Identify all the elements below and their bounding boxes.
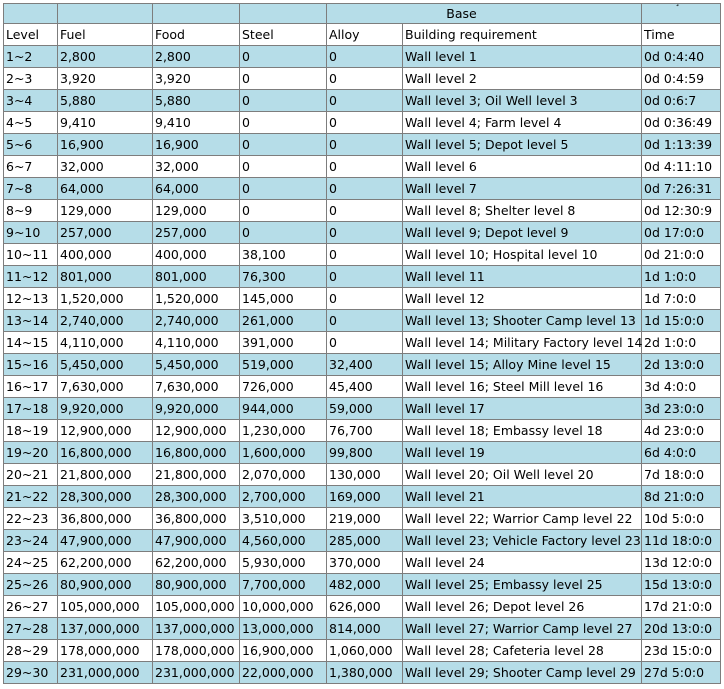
cell-food[interactable]: 801,000	[153, 266, 240, 288]
cell-steel[interactable]: 944,000	[240, 398, 327, 420]
table-title: Base	[446, 6, 477, 21]
cell-time[interactable]: 20d 13:0:0	[642, 618, 721, 640]
cell-steel[interactable]: 726,000	[240, 376, 327, 398]
table-row	[4, 552, 721, 574]
cell-steel[interactable]: 391,000	[240, 332, 327, 354]
cell-food[interactable]: 5,880	[153, 90, 240, 112]
cell-level[interactable]: 7~8	[4, 178, 58, 200]
cell-level[interactable]: 23~24	[4, 530, 58, 552]
cell-time[interactable]: 1d 1:0:0	[642, 266, 721, 288]
cell-level[interactable]: 8~9	[4, 200, 58, 222]
cell-time[interactable]: 2d 13:0:0	[642, 354, 721, 376]
cell-time[interactable]: 2d 1:0:0	[642, 332, 721, 354]
cell-time[interactable]: 0d 0:36:49	[642, 112, 721, 134]
cell-food[interactable]: 105,000,000	[153, 596, 240, 618]
cell-level[interactable]: 14~15	[4, 332, 58, 354]
cell-fuel[interactable]: 36,800,000	[58, 508, 153, 530]
table-row	[4, 266, 721, 288]
header-fuel[interactable]: Fuel	[58, 24, 153, 46]
title-blank-cell[interactable]	[58, 4, 153, 24]
cell-building-requirement[interactable]: Wall level 19	[403, 442, 642, 464]
cell-steel[interactable]: 0	[240, 90, 327, 112]
cell-fuel[interactable]: 801,000	[58, 266, 153, 288]
table-row	[4, 310, 721, 332]
cell-fuel[interactable]: 64,000	[58, 178, 153, 200]
cell-alloy[interactable]: 76,700	[327, 420, 403, 442]
cell-building-requirement[interactable]: Wall level 18; Embassy level 18	[403, 420, 642, 442]
header-building-requirement[interactable]: Building requirement	[403, 24, 642, 46]
table-row	[4, 464, 721, 486]
cell-level[interactable]: 5~6	[4, 134, 58, 156]
cell-food[interactable]: 12,900,000	[153, 420, 240, 442]
cell-food[interactable]: 28,300,000	[153, 486, 240, 508]
table-row	[4, 420, 721, 442]
table-row	[4, 156, 721, 178]
cell-alloy[interactable]: 0	[327, 68, 403, 90]
cell-alloy[interactable]: 1,060,000	[327, 640, 403, 662]
table-row	[4, 574, 721, 596]
cell-time[interactable]: 15d 13:0:0	[642, 574, 721, 596]
cell-time[interactable]: 0d 0:4:40	[642, 46, 721, 68]
cell-fuel[interactable]: 16,800,000	[58, 442, 153, 464]
cell-fuel[interactable]: 1,520,000	[58, 288, 153, 310]
cell-time[interactable]: 4d 23:0:0	[642, 420, 721, 442]
cell-building-requirement[interactable]: Wall level 10; Hospital level 10	[403, 244, 642, 266]
cell-fuel[interactable]: 21,800,000	[58, 464, 153, 486]
cell-fuel[interactable]: 2,800	[58, 46, 153, 68]
cell-fuel[interactable]: 105,000,000	[58, 596, 153, 618]
cell-food[interactable]: 3,920	[153, 68, 240, 90]
cell-steel[interactable]: 2,070,000	[240, 464, 327, 486]
cell-steel[interactable]: 0	[240, 134, 327, 156]
cell-alloy[interactable]: 32,400	[327, 354, 403, 376]
header-food[interactable]: Food	[153, 24, 240, 46]
title-blank-cell[interactable]	[4, 4, 58, 24]
cell-building-requirement[interactable]: Wall level 17	[403, 398, 642, 420]
cell-food[interactable]: 47,900,000	[153, 530, 240, 552]
cell-alloy[interactable]: 130,000	[327, 464, 403, 486]
cell-level[interactable]: 27~28	[4, 618, 58, 640]
cell-alloy[interactable]: 99,800	[327, 442, 403, 464]
cell-building-requirement[interactable]: Wall level 26; Depot level 26	[403, 596, 642, 618]
cell-food[interactable]: 21,800,000	[153, 464, 240, 486]
cell-time[interactable]: 0d 0:4:59	[642, 68, 721, 90]
cell-time[interactable]: 0d 1:13:39	[642, 134, 721, 156]
table-row	[4, 442, 721, 464]
cell-time[interactable]: 1d 15:0:0	[642, 310, 721, 332]
cell-food[interactable]: 257,000	[153, 222, 240, 244]
cell-fuel[interactable]: 12,900,000	[58, 420, 153, 442]
cell-steel[interactable]: 0	[240, 156, 327, 178]
cell-building-requirement[interactable]: Wall level 27; Warrior Camp level 27	[403, 618, 642, 640]
header-time[interactable]: Time	[642, 24, 721, 46]
table-row	[4, 662, 721, 684]
cell-level[interactable]: 28~29	[4, 640, 58, 662]
cell-alloy[interactable]: 59,000	[327, 398, 403, 420]
table-row	[4, 244, 721, 266]
cell-time[interactable]: 1d 7:0:0	[642, 288, 721, 310]
table-row	[4, 618, 721, 640]
base-upgrade-table	[3, 0, 721, 684]
cell-building-requirement[interactable]: Wall level 15; Alloy Mine level 15	[403, 354, 642, 376]
cell-steel[interactable]: 0	[240, 200, 327, 222]
cell-level[interactable]: 11~12	[4, 266, 58, 288]
cell-time[interactable]: 0d 21:0:0	[642, 244, 721, 266]
table-row	[4, 596, 721, 618]
cell-building-requirement[interactable]: Wall level 14; Military Factory level 14	[403, 332, 642, 354]
cell-time[interactable]: 10d 5:0:0	[642, 508, 721, 530]
cell-level[interactable]: 17~18	[4, 398, 58, 420]
cell-level[interactable]: 6~7	[4, 156, 58, 178]
cell-building-requirement[interactable]: Wall level 20; Oil Well level 20	[403, 464, 642, 486]
cell-level[interactable]: 25~26	[4, 574, 58, 596]
cell-building-requirement[interactable]: Wall level 28; Cafeteria level 28	[403, 640, 642, 662]
cell-food[interactable]: 7,630,000	[153, 376, 240, 398]
cell-food[interactable]: 32,000	[153, 156, 240, 178]
cell-alloy[interactable]: 0	[327, 134, 403, 156]
cell-alloy[interactable]: 626,000	[327, 596, 403, 618]
cell-building-requirement[interactable]: Wall level 3; Oil Well level 3	[403, 90, 642, 112]
table-row	[4, 398, 721, 420]
cell-building-requirement[interactable]: Wall level 21	[403, 486, 642, 508]
table-row	[4, 178, 721, 200]
cell-building-requirement[interactable]: Wall level 13; Shooter Camp level 13	[403, 310, 642, 332]
cell-level[interactable]: 21~22	[4, 486, 58, 508]
table-row	[4, 112, 721, 134]
cell-fuel[interactable]: 129,000	[58, 200, 153, 222]
cell-building-requirement[interactable]: Wall level 9; Depot level 9	[403, 222, 642, 244]
cell-building-requirement[interactable]: Wall level 6	[403, 156, 642, 178]
cell-time[interactable]: 11d 18:0:0	[642, 530, 721, 552]
cell-steel[interactable]: 0	[240, 68, 327, 90]
cell-fuel[interactable]: 80,900,000	[58, 574, 153, 596]
title-corner-cell[interactable]	[642, 0, 721, 24]
cell-level[interactable]: 2~3	[4, 68, 58, 90]
cell-building-requirement[interactable]: Wall level 4; Farm level 4	[403, 112, 642, 134]
table-row	[4, 90, 721, 112]
cell-food[interactable]: 2,740,000	[153, 310, 240, 332]
cell-building-requirement[interactable]: Wall level 24	[403, 552, 642, 574]
cell-level[interactable]: 12~13	[4, 288, 58, 310]
cell-steel[interactable]: 38,100	[240, 244, 327, 266]
cell-time[interactable]: 17d 21:0:0	[642, 596, 721, 618]
cell-fuel[interactable]: 257,000	[58, 222, 153, 244]
cell-alloy[interactable]: 0	[327, 90, 403, 112]
cell-level[interactable]: 4~5	[4, 112, 58, 134]
cell-time[interactable]: 3d 4:0:0	[642, 376, 721, 398]
cell-fuel[interactable]: 5,450,000	[58, 354, 153, 376]
table-row	[4, 288, 721, 310]
cell-steel[interactable]: 0	[240, 222, 327, 244]
cell-time[interactable]: 0d 12:30:9	[642, 200, 721, 222]
cell-food[interactable]: 5,450,000	[153, 354, 240, 376]
table-row	[4, 354, 721, 376]
cell-alloy[interactable]: 0	[327, 244, 403, 266]
cell-steel[interactable]: 261,000	[240, 310, 327, 332]
cell-alloy[interactable]: 285,000	[327, 530, 403, 552]
cell-level[interactable]: 19~20	[4, 442, 58, 464]
cell-steel[interactable]: 16,900,000	[240, 640, 327, 662]
cell-time[interactable]: 23d 15:0:0	[642, 640, 721, 662]
table-row	[4, 530, 721, 552]
cell-time[interactable]: 6d 4:0:0	[642, 442, 721, 464]
cell-fuel[interactable]: 4,110,000	[58, 332, 153, 354]
cell-fuel[interactable]: 231,000,000	[58, 662, 153, 684]
table-row	[4, 222, 721, 244]
cell-time[interactable]: 3d 23:0:0	[642, 398, 721, 420]
header-row	[4, 24, 721, 46]
cell-fuel[interactable]: 28,300,000	[58, 486, 153, 508]
cell-steel[interactable]: 13,000,000	[240, 618, 327, 640]
cell-time[interactable]: 0d 7:26:31	[642, 178, 721, 200]
cell-food[interactable]: 80,900,000	[153, 574, 240, 596]
cell-food[interactable]: 400,000	[153, 244, 240, 266]
cell-alloy[interactable]: 0	[327, 46, 403, 68]
cell-fuel[interactable]: 5,880	[58, 90, 153, 112]
cell-building-requirement[interactable]: Wall level 29; Shooter Camp level 29	[403, 662, 642, 684]
cell-food[interactable]: 9,920,000	[153, 398, 240, 420]
cell-level[interactable]: 29~30	[4, 662, 58, 684]
cell-alloy[interactable]: 0	[327, 332, 403, 354]
cell-steel[interactable]: 5,930,000	[240, 552, 327, 574]
cell-alloy[interactable]: 219,000	[327, 508, 403, 530]
cell-steel[interactable]: 22,000,000	[240, 662, 327, 684]
cell-food[interactable]: 2,800	[153, 46, 240, 68]
cell-food[interactable]: 9,410	[153, 112, 240, 134]
cell-steel[interactable]: 0	[240, 46, 327, 68]
cell-time[interactable]: 8d 21:0:0	[642, 486, 721, 508]
cell-steel[interactable]: 0	[240, 178, 327, 200]
cell-alloy[interactable]: 0	[327, 310, 403, 332]
cell-level[interactable]: 18~19	[4, 420, 58, 442]
cell-fuel[interactable]: 62,200,000	[58, 552, 153, 574]
cell-building-requirement[interactable]: Wall level 12	[403, 288, 642, 310]
cell-food[interactable]: 62,200,000	[153, 552, 240, 574]
cell-alloy[interactable]: 45,400	[327, 376, 403, 398]
cell-steel[interactable]: 4,560,000	[240, 530, 327, 552]
cell-level[interactable]: 10~11	[4, 244, 58, 266]
cell-steel[interactable]: 10,000,000	[240, 596, 327, 618]
title-blank-cell[interactable]	[153, 4, 240, 24]
cell-steel[interactable]: 1,600,000	[240, 442, 327, 464]
cell-steel[interactable]: 76,300	[240, 266, 327, 288]
header-level[interactable]: Level	[4, 24, 58, 46]
cell-level[interactable]: 22~23	[4, 508, 58, 530]
cell-alloy[interactable]: 0	[327, 200, 403, 222]
cell-building-requirement[interactable]: Wall level 5; Depot level 5	[403, 134, 642, 156]
cell-building-requirement[interactable]: Wall level 8; Shelter level 8	[403, 200, 642, 222]
cell-time[interactable]: 0d 17:0:0	[642, 222, 721, 244]
cell-food[interactable]: 137,000,000	[153, 618, 240, 640]
cell-fuel[interactable]: 400,000	[58, 244, 153, 266]
cell-fuel[interactable]: 47,900,000	[58, 530, 153, 552]
cell-building-requirement[interactable]: Wall level 2	[403, 68, 642, 90]
cell-alloy[interactable]: 1,380,000	[327, 662, 403, 684]
cell-alloy[interactable]: 482,000	[327, 574, 403, 596]
table-row	[4, 376, 721, 398]
cell-fuel[interactable]: 2,740,000	[58, 310, 153, 332]
cell-steel[interactable]: 2,700,000	[240, 486, 327, 508]
cell-fuel[interactable]: 178,000,000	[58, 640, 153, 662]
cell-time[interactable]: 13d 12:0:0	[642, 552, 721, 574]
title-row	[4, 4, 721, 24]
cell-food[interactable]: 178,000,000	[153, 640, 240, 662]
cell-level[interactable]: 26~27	[4, 596, 58, 618]
table-row	[4, 134, 721, 156]
cell-time[interactable]: 0d 0:6:7	[642, 90, 721, 112]
cell-steel[interactable]: 0	[240, 112, 327, 134]
table-row	[4, 200, 721, 222]
cell-time[interactable]: 27d 5:0:0	[642, 662, 721, 684]
cell-alloy[interactable]: 0	[327, 266, 403, 288]
cell-building-requirement[interactable]: Wall level 1	[403, 46, 642, 68]
cell-level[interactable]: 9~10	[4, 222, 58, 244]
cell-fuel[interactable]: 32,000	[58, 156, 153, 178]
cell-food[interactable]: 231,000,000	[153, 662, 240, 684]
cell-level[interactable]: 15~16	[4, 354, 58, 376]
cell-time[interactable]: 0d 4:11:10	[642, 156, 721, 178]
cell-building-requirement[interactable]: Wall level 11	[403, 266, 642, 288]
table-row	[4, 46, 721, 68]
table-row	[4, 486, 721, 508]
cell-steel[interactable]: 3,510,000	[240, 508, 327, 530]
table-title-cell[interactable]	[327, 4, 642, 24]
cell-level[interactable]: 3~4	[4, 90, 58, 112]
cell-alloy[interactable]: 169,000	[327, 486, 403, 508]
cell-building-requirement[interactable]: Wall level 23; Vehicle Factory level 23	[403, 530, 642, 552]
header-alloy[interactable]: Alloy	[327, 24, 403, 46]
cell-alloy[interactable]: 0	[327, 288, 403, 310]
cell-level[interactable]: 1~2	[4, 46, 58, 68]
table-row	[4, 508, 721, 530]
cell-alloy[interactable]: 0	[327, 178, 403, 200]
table-row	[4, 640, 721, 662]
cell-steel[interactable]: 519,000	[240, 354, 327, 376]
cell-food[interactable]: 16,800,000	[153, 442, 240, 464]
cell-steel[interactable]: 1,230,000	[240, 420, 327, 442]
cell-steel[interactable]: 7,700,000	[240, 574, 327, 596]
cell-time[interactable]: 7d 18:0:0	[642, 464, 721, 486]
cell-level[interactable]: 16~17	[4, 376, 58, 398]
cell-level[interactable]: 13~14	[4, 310, 58, 332]
cell-food[interactable]: 1,520,000	[153, 288, 240, 310]
cell-fuel[interactable]: 7,630,000	[58, 376, 153, 398]
cell-food[interactable]: 129,000	[153, 200, 240, 222]
corner-mark: ¸	[675, 0, 680, 7]
header-steel[interactable]: Steel	[240, 24, 327, 46]
cell-fuel[interactable]: 3,920	[58, 68, 153, 90]
cell-building-requirement[interactable]: Wall level 25; Embassy level 25	[403, 574, 642, 596]
cell-fuel[interactable]: 16,900	[58, 134, 153, 156]
cell-fuel[interactable]: 137,000,000	[58, 618, 153, 640]
cell-building-requirement[interactable]: Wall level 7	[403, 178, 642, 200]
cell-alloy[interactable]: 814,000	[327, 618, 403, 640]
cell-fuel[interactable]: 9,920,000	[58, 398, 153, 420]
table-row	[4, 68, 721, 90]
cell-alloy[interactable]: 0	[327, 156, 403, 178]
cell-food[interactable]: 36,800,000	[153, 508, 240, 530]
cell-fuel[interactable]: 9,410	[58, 112, 153, 134]
cell-food[interactable]: 4,110,000	[153, 332, 240, 354]
cell-alloy[interactable]: 0	[327, 222, 403, 244]
cell-alloy[interactable]: 0	[327, 112, 403, 134]
cell-building-requirement[interactable]: Wall level 22; Warrior Camp level 22	[403, 508, 642, 530]
cell-building-requirement[interactable]: Wall level 16; Steel Mill level 16	[403, 376, 642, 398]
table-row	[4, 332, 721, 354]
cell-food[interactable]: 64,000	[153, 178, 240, 200]
cell-alloy[interactable]: 370,000	[327, 552, 403, 574]
cell-food[interactable]: 16,900	[153, 134, 240, 156]
cell-level[interactable]: 24~25	[4, 552, 58, 574]
cell-level[interactable]: 20~21	[4, 464, 58, 486]
cell-steel[interactable]: 145,000	[240, 288, 327, 310]
